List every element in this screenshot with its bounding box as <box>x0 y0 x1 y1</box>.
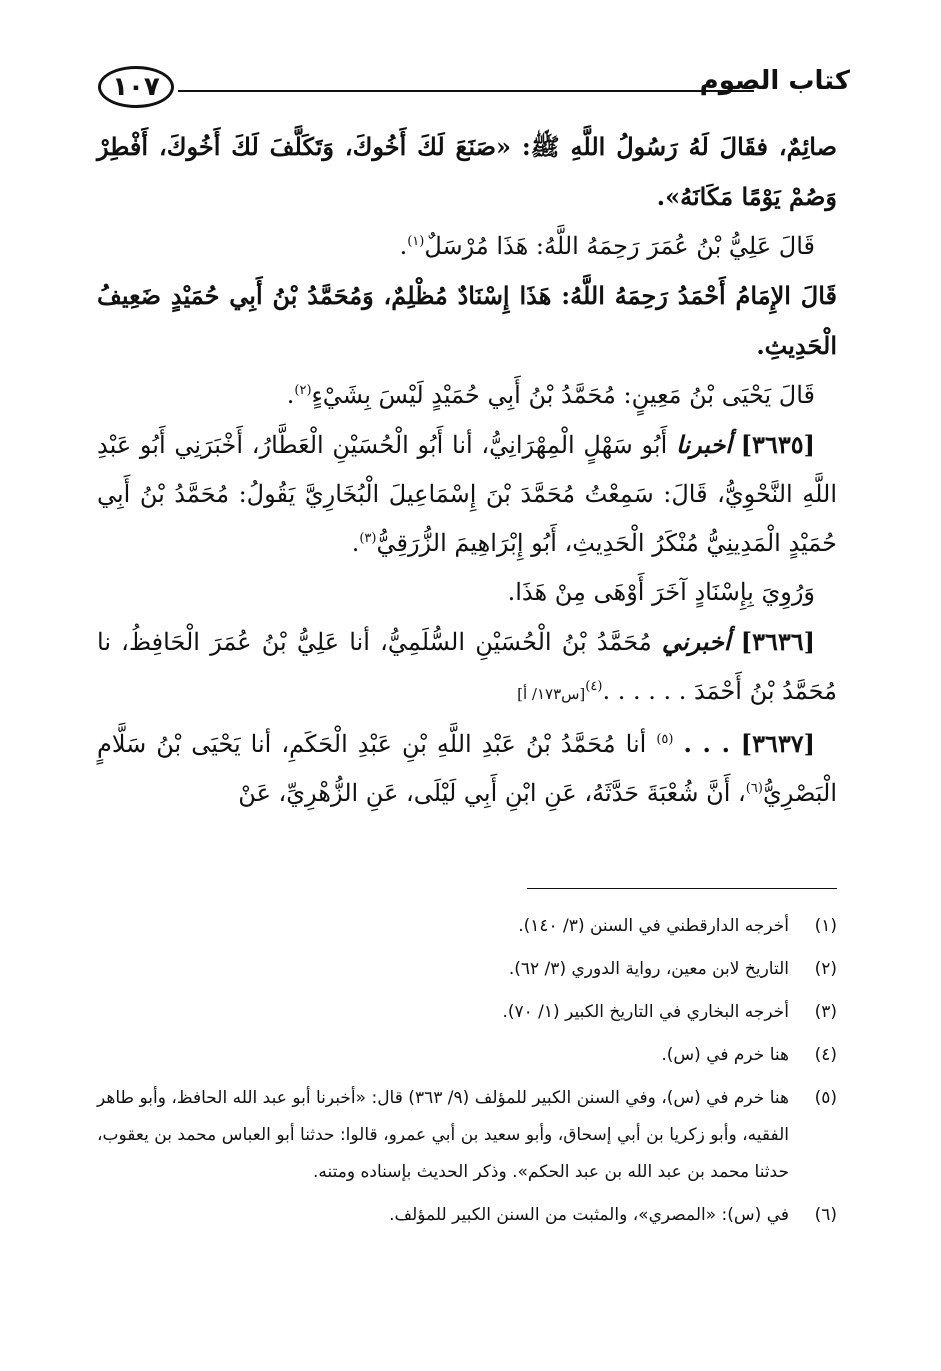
akhbarani-word: أخبرني <box>661 627 731 656</box>
ibn-maeen-statement: قَالَ يَحْيَى بْنُ مَعِينٍ: مُحَمَّدُ بْنُ أَبِي حُمَيْدٍ لَيْسَ بِشَيْءٍ <box>311 381 815 409</box>
footnote-text: أخرجه الدارقطني في السنن (٣/ ١٤٠). <box>518 916 789 936</box>
footnote-ref-3[interactable]: (٣) <box>359 531 377 546</box>
text-paragraph-2 <box>97 222 837 271</box>
footnote-ref-2[interactable]: (٢) <box>294 383 312 398</box>
text-paragraph-4 <box>97 371 837 420</box>
akhbarana-word: أخبرنا <box>675 430 732 459</box>
footnote-number: (٤) <box>814 1045 837 1065</box>
isnad-text: أنا مُحَمَّدُ بْنُ عَبْدِ اللَّهِ بْنِ عَبْدِ الْحَكَمِ، أنا يَحْيَى بْنُ سَلَّامٍ الْبَصْرِيُّ <box>97 730 837 807</box>
header-rule <box>178 90 754 92</box>
footnote <box>97 951 837 988</box>
period: . <box>351 529 360 557</box>
text-paragraph-3 <box>97 271 837 371</box>
text-paragraph-5 <box>97 568 837 617</box>
hadith-text: صائِمٌ، فقَالَ لَهُ رَسُولُ اللَّهِ ﷺ: «صَنَعَ لَكَ أَخُوكَ، وَتَكَلَّفَ لَكَ أَخُوكَ، أَفْطِرْ وَصُمْ يَوْمًا مَكَانَهُ». <box>97 132 837 211</box>
narrator-statement: قَالَ عَلِيُّ بْنُ عُمَرَ رَحِمَهُ اللَّهُ: هَذَا مُرْسَلٌ <box>424 232 815 260</box>
hadith-number: [٣٦٣٧] . . . <box>683 729 816 758</box>
narration-note: وَرُوِيَ بِإِسْنَادٍ آخَرَ أَوْهَى مِنْ هَذَا. <box>507 578 815 606</box>
hadith-number: [٣٦٣٥] <box>740 430 815 459</box>
period: . <box>399 232 408 260</box>
footnote <box>97 908 837 945</box>
text-paragraph-1 <box>97 122 837 222</box>
footnote-number: (٥) <box>814 1088 837 1108</box>
manuscript-folio: [س١٧٣/ أ] <box>517 685 586 703</box>
footnote-ref-4[interactable]: (٤) <box>585 679 603 694</box>
period: . <box>286 381 295 409</box>
running-title: كتاب الصوم <box>699 66 850 96</box>
footnote-ref-6[interactable]: (٦) <box>745 781 763 796</box>
footnote-text: هنا خرم في (س)، وفي السنن الكبير للمؤلف (٩/ ٣٦٣) قال: «أخبرنا أبو عبد الله الحافظ، وأبو طاهر الفقيه، وأبو زكريا بن أبي إسحاق، وأبو سعيد بن أبي عمرو، قالوا: حدثنا أبو العباس محمد بن يعقوب، حدثنا محمد بن عبد الله بن عبد الحكم». وذكر الحديث بإسناده ومتنه. <box>97 1088 790 1182</box>
footnote-number: (٦) <box>814 1205 837 1225</box>
page-number: ١٠٧ <box>98 66 174 108</box>
footnote <box>97 1197 837 1234</box>
isnad-continuation: ، أَنَّ شُعْبَةَ حَدَّثَهُ، عَنِ ابْنِ أَبِي لَيْلَى، عَنِ الزُّهْرِيِّ، عَنْ <box>238 779 746 807</box>
footnote <box>97 1037 837 1074</box>
footnote <box>97 994 837 1031</box>
footnote-text: في (س): «المصري»، والمثبت من السنن الكبير للمؤلف. <box>389 1205 789 1225</box>
footnote-number: (١) <box>814 916 837 936</box>
main-text <box>97 122 837 818</box>
footnote-number: (٢) <box>814 959 837 979</box>
footnote-text: هنا خرم في (س). <box>661 1045 789 1065</box>
isnad-text: مُحَمَّدُ بْنُ الْحُسَيْنِ السُّلَمِيُّ، أنا عَلِيُّ بْنُ عُمَرَ الْحَافِظُ، نا مُحَمَّدُ بْنُ أَحْمَدَ . . . . . . <box>97 628 837 705</box>
hadith-3635 <box>97 420 837 568</box>
hadith-3636 <box>97 617 837 719</box>
hadith-3637 <box>97 719 837 818</box>
footnote-ref-1[interactable]: (١) <box>407 234 425 249</box>
footnote-number: (٣) <box>814 1002 837 1022</box>
footnote-text: أخرجه البخاري في التاريخ الكبير (١/ ٧٠). <box>502 1002 789 1022</box>
footnote-ref-5[interactable]: (٥) <box>656 732 674 747</box>
imam-statement: قَالَ الإِمَامُ أَحْمَدُ رَحِمَهُ اللَّهُ: هَذَا إِسْنَادٌ مُظْلِمٌ، وَمُحَمَّدُ بْنُ أَبِي حُمَيْدٍ ضَعِيفُ الْحَدِيثِ. <box>97 281 837 360</box>
footnote-separator <box>527 888 837 889</box>
footnote <box>97 1080 837 1191</box>
page-header <box>98 62 850 118</box>
footnote-text: التاريخ لابن معين، رواية الدوري (٣/ ٦٢). <box>508 959 789 979</box>
hadith-number: [٣٦٣٦] <box>740 627 815 656</box>
isnad-text: أَبُو سَهْلٍ الْمِهْرَانِيُّ، أنا أَبُو الْحُسَيْنِ الْعَطَّارُ، أَخْبَرَنِي أَبُو عَبْدِ اللَّهِ النَّحْوِيُّ، قَالَ: سَمِعْتُ مُحَمَّدَ بْنَ إِسْمَاعِيلَ الْبُخَارِيَّ يَقُولُ: مُحَمَّدُ بْنُ أَبِي حُمَيْدٍ الْمَدِينِيُّ مُنْكَرُ الْحَدِيثِ، أَبُو إِبْرَاهِيمَ الزُّرَقِيُّ <box>97 431 837 557</box>
footnotes <box>97 908 837 1240</box>
